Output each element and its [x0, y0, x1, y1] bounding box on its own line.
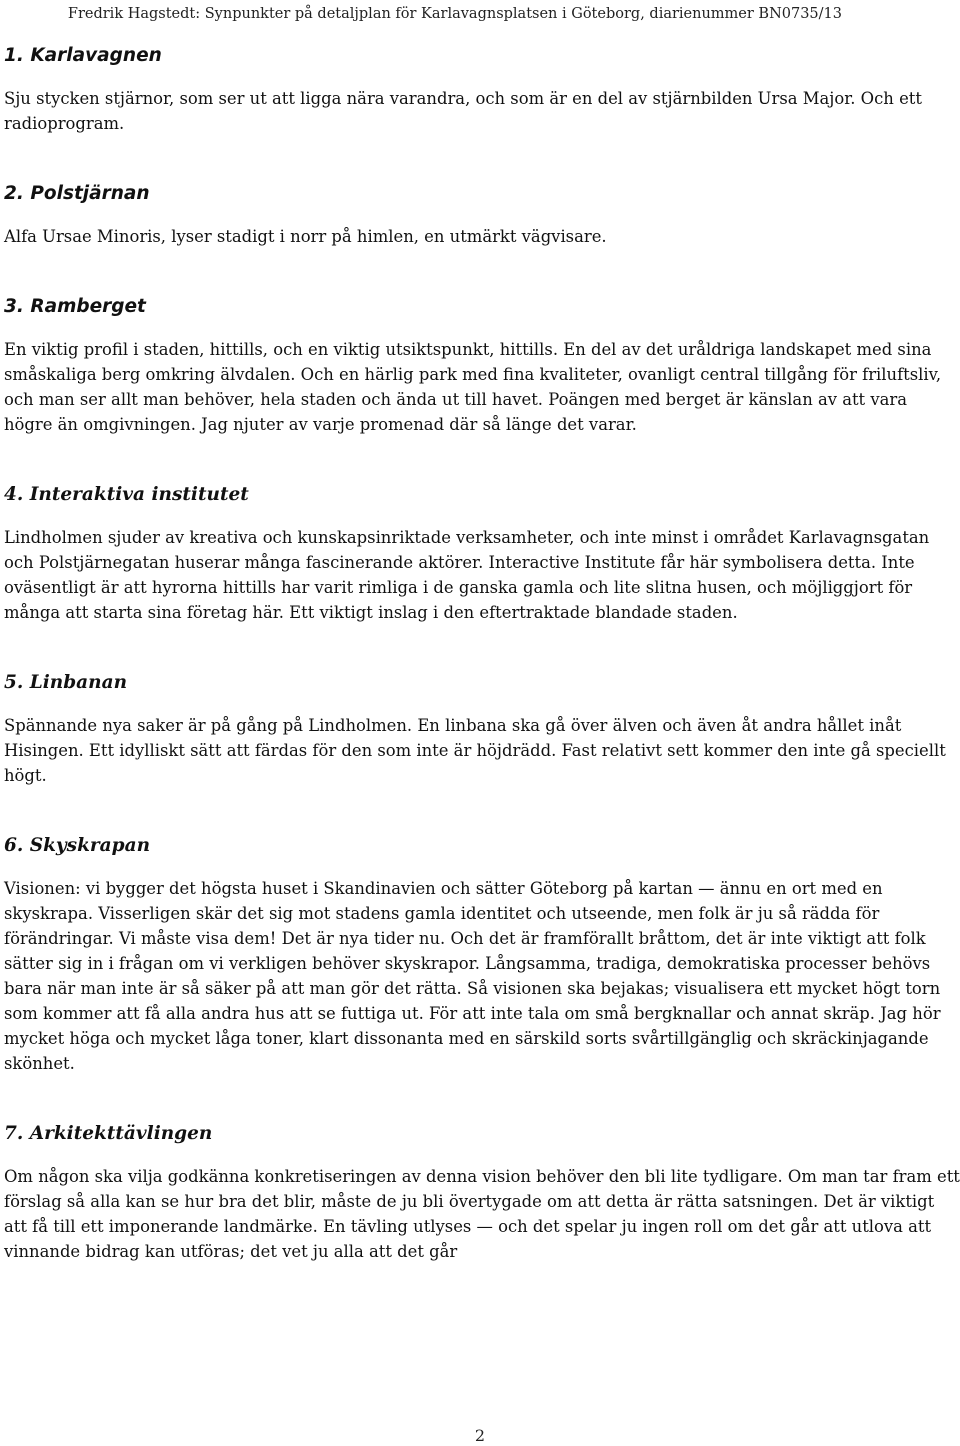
section-text: Lindholmen sjuder av kreativa och kunskapsinriktade verksamheter, och inte minst i området Karlavagnsgatan och Polstjärnegatan huserar många fascinerande aktörer. Interactive Institute får här symbolisera detta. Inte oväsentligt är att hyrorna hittills har varit rimliga i de ganska gamla och lite slitna husen, och möjliggjort för många att starta sina företag här. Ett viktigt inslag i den eftertraktade blandade staden.	[4, 528, 930, 622]
section-polstjarnan	[4, 182, 960, 249]
section-karlavagnen	[4, 44, 960, 136]
section-title: 7. Arkitekttävlingen	[4, 1123, 213, 1144]
section-text: Spännande nya saker är på gång på Lindholmen. En linbana ska gå över älven och även åt andra hållet inåt Hisingen. Ett idylliskt sätt att färdas för den som inte är höjdrädd. Fast relativt sett kommer den inte gå speciellt högt.	[4, 716, 946, 785]
section-title: 6. Skyskrapan	[4, 835, 151, 856]
section-ramberget	[4, 295, 960, 437]
section-arkitekttavlingen	[4, 1122, 960, 1264]
section-linbanan	[4, 671, 960, 788]
document-body	[4, 44, 960, 1264]
page-header: Fredrik Hagstedt: Synpunkter på detaljplan för Karlavagnsplatsen i Göteborg, diarienummer BN0735/13	[67, 6, 842, 22]
section-title: 1. Karlavagnen	[4, 45, 162, 66]
section-text: Alfa Ursae Minoris, lyser stadigt i norr på himlen, en utmärkt vägvisare.	[4, 227, 607, 246]
section-title: 3. Ramberget	[4, 296, 146, 317]
section-title: 2. Polstjärnan	[4, 183, 150, 204]
section-interaktiva-institutet	[4, 483, 960, 625]
section-text: Sju stycken stjärnor, som ser ut att ligga nära varandra, och som är en del av stjärnbilden Ursa Major. Och ett radioprogram.	[4, 89, 922, 133]
section-skyskrapan	[4, 834, 960, 1076]
section-text: En viktig profil i staden, hittills, och en viktig utsiktspunkt, hittills. En del av det uråldriga landskapet med sina småskaliga berg omkring älvdalen. Och en härlig park med fina kvaliteter, ovanligt central tillgång för friluftsliv, och man ser allt man behöver, hela staden och ända ut till havet. Poängen med berget är känslan av att vara högre än omgivningen. Jag njuter av varje promenad där så länge det varar.	[4, 340, 942, 434]
section-text: Visionen: vi bygger det högsta huset i Skandinavien och sätter Göteborg på kartan — ännu en ort med en skyskrapa. Visserligen skär det sig mot stadens gamla identitet och utseende, men folk är ju så rädda för förändringar. Vi måste visa dem! Det är nya tider nu. Och det är framförallt bråttom, det är inte viktigt att folk sätter sig in i frågan om vi verkligen behöver skyskrapor. Långsamma, tradiga, demokratiska processer behövs bara när man inte är så säker på att man gör det rätta. Så visionen ska bejakas; visualisera ett mycket högt torn som kommer att få alla andra hus att se futtiga ut. För att inte tala om små bergknallar och annat skräp. Jag hör mycket höga och mycket låga toner, klart dissonanta med en särskild sorts svårtillgänglig och skräckinjagande skönhet.	[4, 879, 941, 1073]
page-number: 2	[474, 1426, 486, 1445]
section-title: 4. Interaktiva institutet	[4, 484, 249, 505]
section-text: Om någon ska vilja godkänna konkretiseringen av denna vision behöver den bli lite tydligare. Om man tar fram ett förslag så alla kan se hur bra det blir, måste de ju bli övertygade om att detta är rätta satsningen. Det är viktigt att få till ett imponerande landmärke. En tävling utlyses — och det spelar ju ingen roll om det går att utlova att vinnande bidrag kan utföras; det vet ju alla att det går	[4, 1167, 960, 1261]
section-title: 5. Linbanan	[4, 672, 128, 693]
